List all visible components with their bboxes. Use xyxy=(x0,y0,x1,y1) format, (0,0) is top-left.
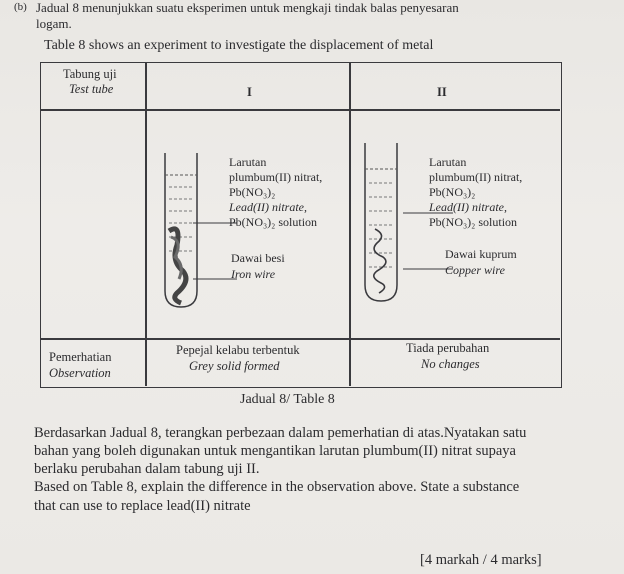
observation-II-ms: Tiada perubahan xyxy=(406,341,490,355)
tube2-solution-ms1: Larutan xyxy=(429,155,467,169)
tube2-solution-ms2: plumbum(II) nitrat, xyxy=(429,170,523,184)
tube2-solution-en1: Lead(II) nitrate, xyxy=(429,200,507,214)
header-tube-II: II xyxy=(437,85,447,99)
marks-allocation: [4 markah / 4 marks] xyxy=(420,552,542,568)
observation-I-ms: Pepejal kelabu terbentuk xyxy=(176,343,300,357)
observation-I-en: Grey solid formed xyxy=(189,359,280,373)
table-caption: Jadual 8/ Table 8 xyxy=(240,392,335,407)
intro-malay-line1: Jadual 8 menunjukkan suatu eksperimen untuk mengkaji tindak balas penyesaran xyxy=(36,0,459,15)
question-malay-line3: berlaku perubahan dalam tabung uji II. xyxy=(34,461,260,477)
header-test-tube-en: Test tube xyxy=(69,82,114,96)
question-malay-line1: Berdasarkan Jadual 8, terangkan perbezaan dalam pemerhatian di atas.Nyatakan satu xyxy=(34,425,527,441)
question-number: (b) xyxy=(14,1,27,13)
header-test-tube-ms: Tabung uji xyxy=(63,67,117,81)
tube2-wire-ms: Dawai kuprum xyxy=(445,247,517,261)
question-malay-line2: bahan yang boleh digunakan untuk mengantikan larutan plumbum(II) nitrat supaya xyxy=(34,443,516,459)
observation-II-en: No changes xyxy=(421,357,480,371)
tube2-solution-formula: Pb(NO₃)₂ xyxy=(429,185,476,199)
intro-malay-line2: logam. xyxy=(36,16,72,31)
row-label-observation-ms: Pemerhatian xyxy=(49,350,112,364)
header-tube-I: I xyxy=(247,85,252,99)
table-divider xyxy=(41,338,560,340)
tube1-solution-formula: Pb(NO₃)₂ xyxy=(229,185,276,199)
tube1-wire-en: Iron wire xyxy=(231,267,276,281)
tube2-solution-en2: Pb(NO₃)₂ solution xyxy=(429,215,518,229)
experiment-table xyxy=(40,62,562,388)
table-divider xyxy=(41,109,560,111)
tube1-solution-en2: Pb(NO₃)₂ solution xyxy=(229,215,318,229)
tube1-solution-en1: Lead(II) nitrate, xyxy=(229,200,307,214)
question-english-line2: that can use to replace lead(II) nitrate xyxy=(34,498,251,514)
tube1-wire-ms: Dawai besi xyxy=(231,251,285,265)
tube2-wire-en: Copper wire xyxy=(445,263,505,277)
intro-english: Table 8 shows an experiment to investigate the displacement of metal xyxy=(44,38,434,53)
question-english-line1: Based on Table 8, explain the difference in the observation above. State a substance xyxy=(34,479,520,495)
row-label-observation-en: Observation xyxy=(49,366,111,380)
tube1-solution-ms1: Larutan xyxy=(229,155,267,169)
tube1-solution-ms2: plumbum(II) nitrat, xyxy=(229,170,323,184)
